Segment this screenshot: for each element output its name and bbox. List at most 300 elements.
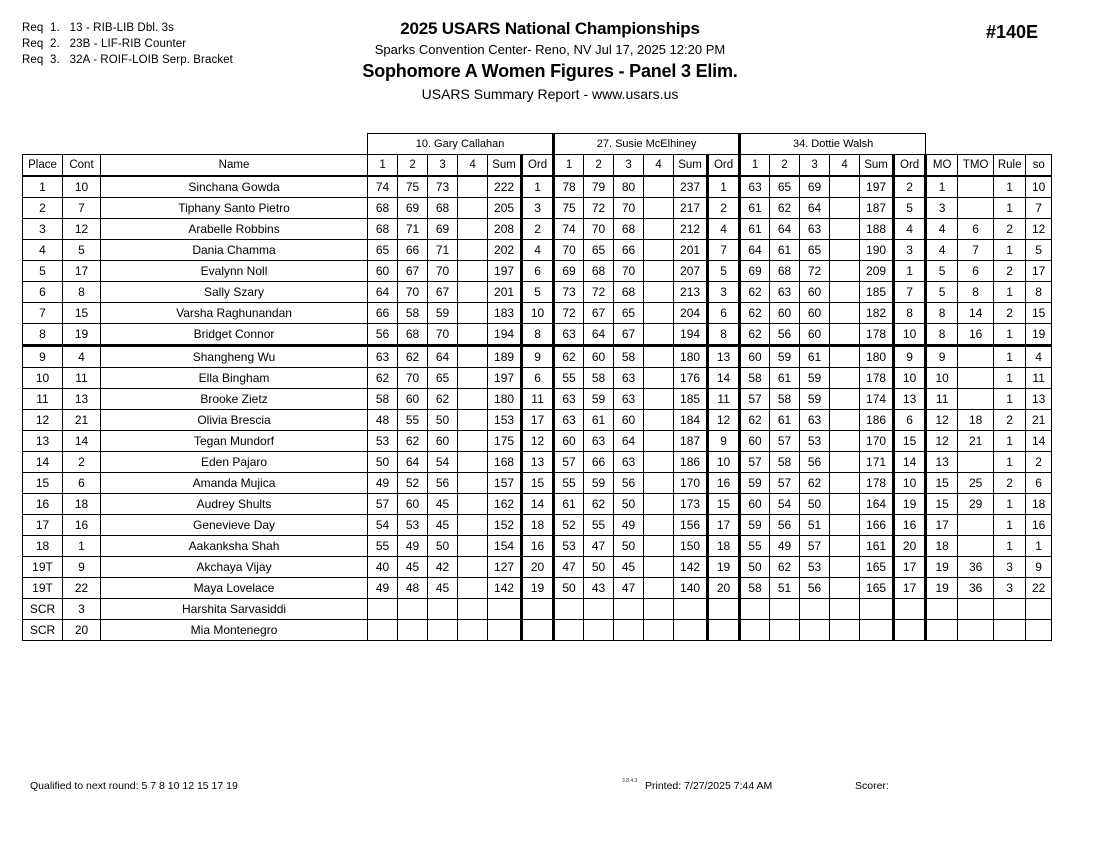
table-row[interactable]: [23, 368, 1052, 389]
cell-j1-figure2: 67: [398, 261, 428, 282]
cell-j1-figure3: 67: [428, 282, 458, 303]
cell-majority-ordinal: [926, 620, 958, 641]
cell-total-majority-ordinal: 16: [958, 324, 994, 346]
cell-j3-figure4: [830, 219, 860, 240]
cell-total-majority-ordinal: 6: [958, 219, 994, 240]
cell-skate-order: 17: [1026, 261, 1052, 282]
cell-j3-figure4: [830, 473, 860, 494]
cell-j3-ord: 5: [894, 198, 926, 219]
cell-j3-figure1: 61: [740, 198, 770, 219]
cell-rule: 1: [994, 324, 1026, 346]
table-row[interactable]: [23, 557, 1052, 578]
cell-j2-figure1: 73: [554, 282, 584, 303]
cell-j2-figure4: [644, 303, 674, 324]
cell-j2-figure2: 50: [584, 557, 614, 578]
cell-j3-ord: [894, 620, 926, 641]
cell-skater-name: Audrey Shults: [101, 494, 368, 515]
cell-j3-figure2: 60: [770, 303, 800, 324]
cell-j1-sum: 202: [488, 240, 522, 261]
cell-j1-figure1: 49: [368, 578, 398, 599]
cell-contestant-number: 2: [63, 452, 101, 473]
cell-j1-sum: 205: [488, 198, 522, 219]
cell-j3-figure1: [740, 599, 770, 620]
cell-j2-figure1: 52: [554, 515, 584, 536]
cell-place: 13: [23, 431, 63, 452]
cell-j1-figure2: 71: [398, 219, 428, 240]
cell-total-majority-ordinal: [958, 452, 994, 473]
cell-j1-figure4: [458, 219, 488, 240]
col-header-j3-f3: 3: [800, 155, 830, 177]
requirement-line: Req 3. 32A - ROIF-LOIB Serp. Bracket: [22, 54, 233, 66]
cell-j2-sum: 173: [674, 494, 708, 515]
cell-j1-figure2: 69: [398, 198, 428, 219]
cell-total-majority-ordinal: 7: [958, 240, 994, 261]
cell-j1-figure3: [428, 620, 458, 641]
cell-j1-figure2: 62: [398, 431, 428, 452]
cell-j2-ord: 13: [708, 346, 740, 368]
cell-j3-figure4: [830, 282, 860, 303]
cell-contestant-number: 15: [63, 303, 101, 324]
cell-j2-figure2: 72: [584, 198, 614, 219]
cell-j3-figure4: [830, 324, 860, 346]
cell-rule: 2: [994, 473, 1026, 494]
cell-j2-sum: 187: [674, 431, 708, 452]
cell-j2-ord: 20: [708, 578, 740, 599]
cell-skater-name: Eden Pajaro: [101, 452, 368, 473]
cell-contestant-number: 17: [63, 261, 101, 282]
cell-j1-ord: 9: [522, 346, 554, 368]
cell-skater-name: Harshita Sarvasiddi: [101, 599, 368, 620]
cell-j3-figure3: 72: [800, 261, 830, 282]
cell-j3-figure2: 51: [770, 578, 800, 599]
cell-j2-figure2: 60: [584, 346, 614, 368]
cell-skate-order: 2: [1026, 452, 1052, 473]
cell-j3-figure2: 68: [770, 261, 800, 282]
table-row[interactable]: [23, 176, 1052, 198]
cell-j3-figure3: 65: [800, 240, 830, 261]
cell-j3-figure3: 60: [800, 282, 830, 303]
cell-j1-figure4: [458, 410, 488, 431]
cell-j2-figure2: 68: [584, 261, 614, 282]
event-title: Sophomore A Women Figures - Panel 3 Elim.: [362, 61, 738, 81]
cell-j2-figure2: 79: [584, 176, 614, 198]
cell-skate-order: 5: [1026, 240, 1052, 261]
cell-j1-sum: 189: [488, 346, 522, 368]
judge-band-spacer: [23, 134, 368, 155]
cell-j1-figure3: 69: [428, 219, 458, 240]
cell-j1-figure3: 45: [428, 515, 458, 536]
table-row[interactable]: [23, 389, 1052, 410]
cell-j2-figure1: 78: [554, 176, 584, 198]
cell-j2-figure4: [644, 473, 674, 494]
cell-j1-figure4: [458, 557, 488, 578]
cell-contestant-number: 19: [63, 324, 101, 346]
cell-j1-sum: 154: [488, 536, 522, 557]
table-row[interactable]: [23, 452, 1052, 473]
cell-j1-figure1: 66: [368, 303, 398, 324]
cell-j2-figure1: 55: [554, 368, 584, 389]
cell-j2-figure1: 63: [554, 410, 584, 431]
cell-j2-figure4: [644, 198, 674, 219]
cell-j1-figure3: 50: [428, 536, 458, 557]
cell-j1-figure4: [458, 368, 488, 389]
cell-j2-figure3: 60: [614, 410, 644, 431]
table-row[interactable]: [23, 536, 1052, 557]
cell-rule: 1: [994, 494, 1026, 515]
qualified-next-round: Qualified to next round: 5 7 8 10 12 15 17 19: [30, 780, 238, 792]
cell-total-majority-ordinal: [958, 599, 994, 620]
cell-j2-sum: 212: [674, 219, 708, 240]
cell-rule: 1: [994, 389, 1026, 410]
cell-j3-figure4: [830, 452, 860, 473]
table-row[interactable]: [23, 620, 1052, 641]
cell-j1-figure1: [368, 620, 398, 641]
cell-j3-figure3: 60: [800, 303, 830, 324]
championship-title: 2025 USARS National Championships: [400, 19, 700, 38]
cell-j2-figure3: 50: [614, 494, 644, 515]
cell-j1-figure3: 70: [428, 324, 458, 346]
cell-skater-name: Tegan Mundorf: [101, 431, 368, 452]
cell-total-majority-ordinal: 8: [958, 282, 994, 303]
cell-j1-figure3: 56: [428, 473, 458, 494]
cell-rule: [994, 620, 1026, 641]
cell-j1-sum: 201: [488, 282, 522, 303]
cell-contestant-number: 16: [63, 515, 101, 536]
cell-total-majority-ordinal: 25: [958, 473, 994, 494]
cell-majority-ordinal: 17: [926, 515, 958, 536]
cell-majority-ordinal: 5: [926, 282, 958, 303]
cell-skate-order: 14: [1026, 431, 1052, 452]
cell-skater-name: Brooke Zietz: [101, 389, 368, 410]
cell-j2-figure3: 56: [614, 473, 644, 494]
cell-j1-ord: 1: [522, 176, 554, 198]
cell-j2-figure3: 58: [614, 346, 644, 368]
cell-j3-ord: 6: [894, 410, 926, 431]
cell-j1-ord: 18: [522, 515, 554, 536]
table-row[interactable]: [23, 198, 1052, 219]
cell-j1-figure1: 50: [368, 452, 398, 473]
cell-j2-sum: [674, 599, 708, 620]
cell-j1-figure4: [458, 494, 488, 515]
cell-contestant-number: 9: [63, 557, 101, 578]
cell-j1-figure3: 65: [428, 368, 458, 389]
cell-j2-figure1: 62: [554, 346, 584, 368]
cell-j3-figure3: 59: [800, 389, 830, 410]
cell-j3-ord: 17: [894, 578, 926, 599]
cell-j3-ord: 19: [894, 494, 926, 515]
cell-majority-ordinal: 5: [926, 261, 958, 282]
cell-j3-sum: 178: [860, 368, 894, 389]
cell-j2-figure1: 63: [554, 389, 584, 410]
col-header-rule: Rule: [994, 155, 1026, 177]
cell-j2-figure1: 69: [554, 261, 584, 282]
cell-j1-figure4: [458, 536, 488, 557]
table-row[interactable]: [23, 261, 1052, 282]
cell-j3-figure4: [830, 431, 860, 452]
cell-majority-ordinal: 4: [926, 240, 958, 261]
cell-j1-sum: 208: [488, 219, 522, 240]
cell-j3-figure4: [830, 389, 860, 410]
table-row[interactable]: [23, 324, 1052, 346]
cell-j3-figure4: [830, 515, 860, 536]
cell-place: 10: [23, 368, 63, 389]
cell-j3-figure2: 62: [770, 557, 800, 578]
cell-j2-sum: [674, 620, 708, 641]
cell-j1-figure1: 63: [368, 346, 398, 368]
col-header-so: so: [1026, 155, 1052, 177]
cell-j1-figure1: 53: [368, 431, 398, 452]
cell-j2-figure4: [644, 410, 674, 431]
cell-j2-figure3: 66: [614, 240, 644, 261]
requirement-line: Req 2. 23B - LIF-RIB Counter: [22, 38, 187, 50]
cell-contestant-number: 22: [63, 578, 101, 599]
cell-contestant-number: 10: [63, 176, 101, 198]
cell-j3-figure4: [830, 578, 860, 599]
cell-j2-figure4: [644, 346, 674, 368]
cell-j3-figure2: 62: [770, 198, 800, 219]
cell-j2-figure4: [644, 324, 674, 346]
cell-contestant-number: 1: [63, 536, 101, 557]
cell-majority-ordinal: 19: [926, 578, 958, 599]
cell-j1-figure4: [458, 261, 488, 282]
cell-j2-figure2: 59: [584, 389, 614, 410]
cell-j3-figure2: 57: [770, 431, 800, 452]
cell-total-majority-ordinal: 14: [958, 303, 994, 324]
column-header-row: [23, 155, 1052, 177]
cell-j3-figure1: 60: [740, 431, 770, 452]
cell-skate-order: 13: [1026, 389, 1052, 410]
cell-total-majority-ordinal: [958, 620, 994, 641]
cell-j2-figure4: [644, 368, 674, 389]
cell-j1-sum: 168: [488, 452, 522, 473]
cell-j3-sum: 161: [860, 536, 894, 557]
table-row[interactable]: [23, 346, 1052, 368]
cell-j3-figure3: 61: [800, 346, 830, 368]
cell-j1-figure2: 68: [398, 324, 428, 346]
cell-j1-sum: [488, 599, 522, 620]
cell-contestant-number: 8: [63, 282, 101, 303]
table-row[interactable]: [23, 599, 1052, 620]
col-header-j2-f2: 2: [584, 155, 614, 177]
cell-j3-sum: 185: [860, 282, 894, 303]
cell-place: 16: [23, 494, 63, 515]
table-row[interactable]: [23, 494, 1052, 515]
cell-j1-figure3: 73: [428, 176, 458, 198]
col-header-j2-f3: 3: [614, 155, 644, 177]
cell-j3-figure1: 57: [740, 452, 770, 473]
cell-majority-ordinal: 18: [926, 536, 958, 557]
cell-contestant-number: 20: [63, 620, 101, 641]
cell-place: 5: [23, 261, 63, 282]
cell-j2-ord: 5: [708, 261, 740, 282]
cell-j3-ord: 16: [894, 515, 926, 536]
cell-j2-sum: 201: [674, 240, 708, 261]
cell-j3-figure1: 58: [740, 368, 770, 389]
cell-rule: 1: [994, 536, 1026, 557]
cell-place: 3: [23, 219, 63, 240]
cell-j1-sum: 162: [488, 494, 522, 515]
results-table: [22, 133, 1052, 641]
table-row[interactable]: [23, 473, 1052, 494]
cell-j3-figure4: [830, 536, 860, 557]
table-row[interactable]: [23, 240, 1052, 261]
table-row[interactable]: [23, 410, 1052, 431]
cell-j3-figure1: 55: [740, 536, 770, 557]
cell-j3-figure2: [770, 620, 800, 641]
cell-j2-ord: 15: [708, 494, 740, 515]
cell-j1-figure3: 71: [428, 240, 458, 261]
cell-total-majority-ordinal: [958, 346, 994, 368]
cell-j2-sum: 185: [674, 389, 708, 410]
cell-j3-figure3: 53: [800, 431, 830, 452]
cell-j2-figure3: 70: [614, 198, 644, 219]
cell-j1-figure3: 50: [428, 410, 458, 431]
cell-skater-name: Amanda Mujica: [101, 473, 368, 494]
cell-j2-figure1: [554, 599, 584, 620]
cell-j1-figure2: 66: [398, 240, 428, 261]
cell-place: 19T: [23, 578, 63, 599]
cell-j1-figure4: [458, 389, 488, 410]
cell-j2-figure4: [644, 536, 674, 557]
cell-j1-ord: 17: [522, 410, 554, 431]
cell-j1-figure3: 68: [428, 198, 458, 219]
cell-j3-figure2: [770, 599, 800, 620]
cell-place: 4: [23, 240, 63, 261]
cell-j2-figure4: [644, 389, 674, 410]
cell-j3-figure1: 63: [740, 176, 770, 198]
cell-j2-ord: 14: [708, 368, 740, 389]
report-footer: [0, 780, 1100, 810]
cell-j1-figure4: [458, 198, 488, 219]
cell-j2-ord: 2: [708, 198, 740, 219]
table-row[interactable]: [23, 578, 1052, 599]
cell-j2-figure3: 45: [614, 557, 644, 578]
cell-j1-figure1: 58: [368, 389, 398, 410]
cell-j3-ord: 14: [894, 452, 926, 473]
cell-majority-ordinal: [926, 599, 958, 620]
cell-j2-ord: 9: [708, 431, 740, 452]
cell-j1-ord: [522, 599, 554, 620]
cell-j2-sum: 186: [674, 452, 708, 473]
cell-j3-sum: 190: [860, 240, 894, 261]
cell-j3-figure1: 69: [740, 261, 770, 282]
cell-j2-figure1: 55: [554, 473, 584, 494]
cell-j2-figure2: [584, 599, 614, 620]
cell-total-majority-ordinal: 36: [958, 557, 994, 578]
cell-j1-figure1: 40: [368, 557, 398, 578]
table-row[interactable]: [23, 515, 1052, 536]
cell-majority-ordinal: 10: [926, 368, 958, 389]
cell-j3-sum: 174: [860, 389, 894, 410]
cell-j2-figure3: [614, 599, 644, 620]
cell-j3-figure1: 62: [740, 410, 770, 431]
cell-j2-figure3: 47: [614, 578, 644, 599]
cell-j3-figure1: 50: [740, 557, 770, 578]
cell-j2-ord: 7: [708, 240, 740, 261]
cell-j2-figure1: 53: [554, 536, 584, 557]
cell-j2-figure4: [644, 176, 674, 198]
cell-j3-ord: 2: [894, 176, 926, 198]
venue-datetime: Sparks Convention Center- Reno, NV Jul 17, 2025 12:20 PM: [374, 42, 726, 57]
cell-j2-ord: 11: [708, 389, 740, 410]
cell-skate-order: 21: [1026, 410, 1052, 431]
cell-j2-figure3: 64: [614, 431, 644, 452]
cell-j1-figure2: 58: [398, 303, 428, 324]
cell-skater-name: Ella Bingham: [101, 368, 368, 389]
table-row[interactable]: [23, 282, 1052, 303]
cell-j1-ord: 5: [522, 282, 554, 303]
col-header-j2-f4: 4: [644, 155, 674, 177]
col-header-j3-sum: Sum: [860, 155, 894, 177]
col-header-j1-sum: Sum: [488, 155, 522, 177]
cell-j3-ord: [894, 599, 926, 620]
cell-j2-ord: 6: [708, 303, 740, 324]
cell-j2-sum: 156: [674, 515, 708, 536]
cell-j1-figure1: 60: [368, 261, 398, 282]
cell-j3-figure4: [830, 240, 860, 261]
cell-place: 6: [23, 282, 63, 303]
cell-j3-figure4: [830, 303, 860, 324]
cell-contestant-number: 7: [63, 198, 101, 219]
cell-j2-figure3: 63: [614, 452, 644, 473]
cell-j2-figure2: 55: [584, 515, 614, 536]
cell-j1-figure2: 49: [398, 536, 428, 557]
table-row[interactable]: [23, 431, 1052, 452]
cell-j3-sum: 209: [860, 261, 894, 282]
cell-j2-figure1: [554, 620, 584, 641]
cell-majority-ordinal: 15: [926, 494, 958, 515]
cell-skater-name: Mia Montenegro: [101, 620, 368, 641]
cell-skate-order: 12: [1026, 219, 1052, 240]
cell-rule: 2: [994, 261, 1026, 282]
cell-j1-ord: 6: [522, 261, 554, 282]
cell-j3-figure1: 64: [740, 240, 770, 261]
cell-j1-figure3: 64: [428, 346, 458, 368]
cell-j1-figure4: [458, 346, 488, 368]
cell-j2-figure1: 47: [554, 557, 584, 578]
cell-skate-order: 22: [1026, 578, 1052, 599]
col-header-j1-f2: 2: [398, 155, 428, 177]
cell-j1-figure4: [458, 620, 488, 641]
cell-j1-figure3: 59: [428, 303, 458, 324]
cell-j2-ord: 3: [708, 282, 740, 303]
cell-rule: 1: [994, 368, 1026, 389]
cell-j1-figure2: [398, 599, 428, 620]
cell-contestant-number: 5: [63, 240, 101, 261]
cell-j2-figure1: 70: [554, 240, 584, 261]
cell-j3-sum: 166: [860, 515, 894, 536]
cell-j2-figure2: 61: [584, 410, 614, 431]
cell-place: 11: [23, 389, 63, 410]
cell-j3-figure1: [740, 620, 770, 641]
cell-j3-figure1: 60: [740, 346, 770, 368]
table-row[interactable]: [23, 303, 1052, 324]
cell-j2-ord: 4: [708, 219, 740, 240]
cell-j3-ord: 20: [894, 536, 926, 557]
cell-j2-figure1: 61: [554, 494, 584, 515]
cell-j2-ord: [708, 620, 740, 641]
col-header-j1-f3: 3: [428, 155, 458, 177]
cell-j3-figure4: [830, 557, 860, 578]
report-title-block: [150, 18, 950, 105]
cell-j2-figure2: 58: [584, 368, 614, 389]
table-row[interactable]: [23, 219, 1052, 240]
cell-place: 17: [23, 515, 63, 536]
cell-skater-name: Sinchana Gowda: [101, 176, 368, 198]
cell-j2-figure2: 59: [584, 473, 614, 494]
cell-total-majority-ordinal: [958, 198, 994, 219]
cell-j2-figure1: 50: [554, 578, 584, 599]
